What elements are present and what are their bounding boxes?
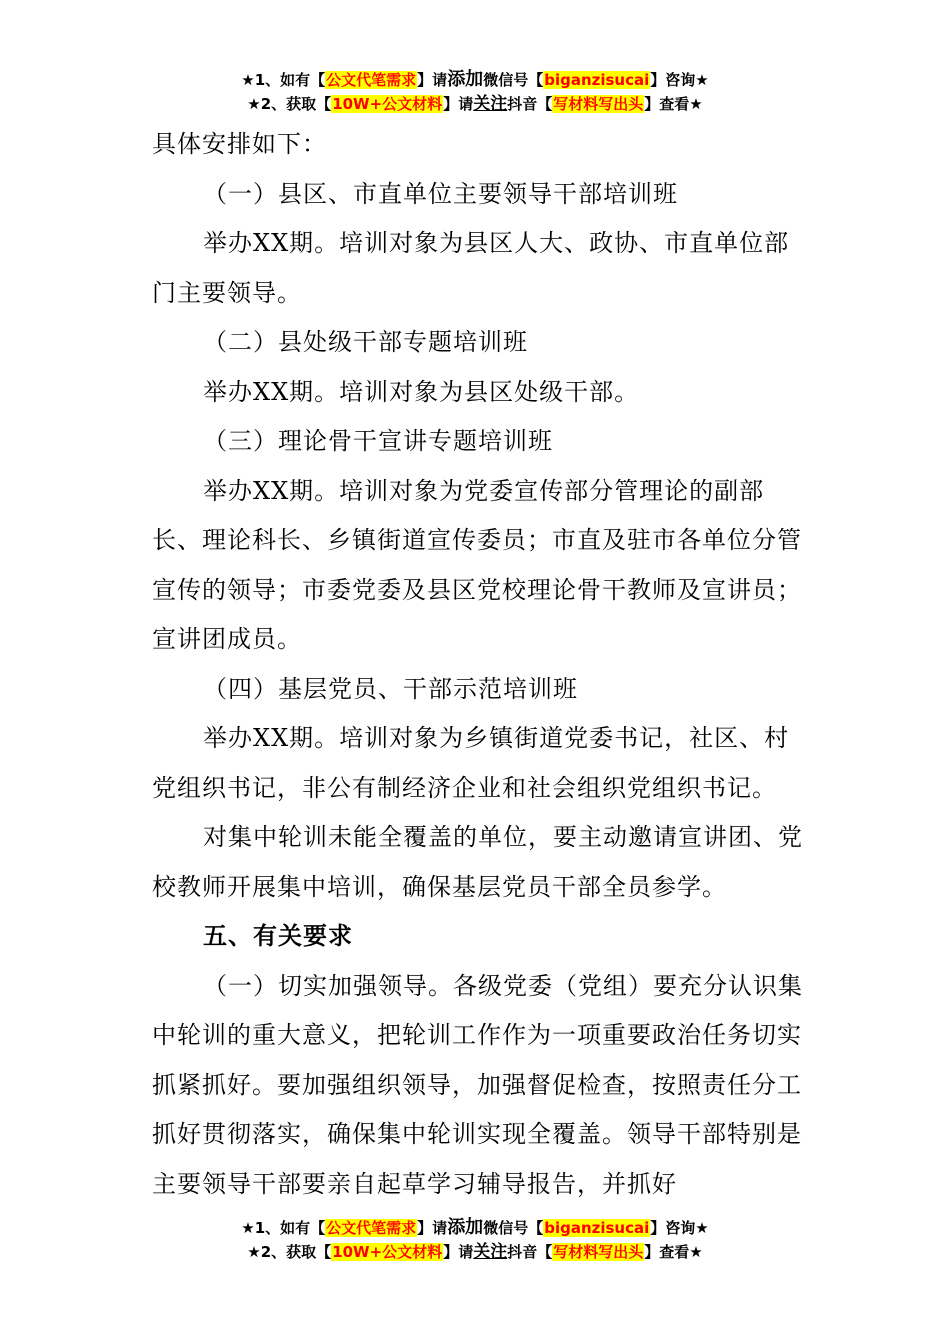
subheading: （四）基层党员、干部示范培训班 <box>203 674 578 703</box>
banner-highlight: 公文代笔需求 <box>326 71 417 89</box>
banner-text: 抖音【 <box>507 1243 553 1261</box>
banner-emphasis: 添加 <box>447 1217 484 1238</box>
banner-emphasis: 关注 <box>473 94 508 114</box>
banner-text: 微信号【 <box>483 71 544 89</box>
paragraph: 对集中轮训未能全覆盖的单位，要主动邀请宣讲团、党校教师开展集中培训，确保基层党员干部全员参学。 <box>152 823 803 901</box>
banner-line-2 <box>0 92 950 116</box>
banner-highlight: biganzisucai <box>544 71 650 89</box>
banner-text: 抖音【 <box>507 95 553 113</box>
banner-text: 】查看★ <box>644 95 703 113</box>
subheading: （三）理论骨干宣讲专题培训班 <box>203 427 553 455</box>
document-body <box>152 120 812 1209</box>
banner-text: 微信号【 <box>483 1219 544 1237</box>
banner-text: ★1、如有【 <box>241 1219 326 1237</box>
banner-text: ★2、获取【 <box>247 1243 332 1261</box>
banner-text: 】请 <box>417 71 448 89</box>
paragraph: （一）切实加强领导。各级党委（党组）要充分认识集中轮训的重大意义，把轮训工作作为一项重要政治任务切实抓紧抓好。要加强组织领导，加强督促检查，按照责任分工抓好贯彻落实，确保集中轮训实现全覆盖。领导干部特别是主要领导干部要亲自起草学习辅导报告，并抓好 <box>152 971 803 1198</box>
header-banner <box>0 68 950 116</box>
paragraph: 具体安排如下： <box>152 130 327 158</box>
banner-text: 】咨询★ <box>650 1219 709 1237</box>
subheading: （二）县处级干部专题培训班 <box>203 328 528 356</box>
paragraph: 举办XX期。培训对象为党委宣传部分管理论的副部长、理论科长、乡镇街道宣传委员；市直及驻市各单位分管宣传的领导；市委党委及县区党校理论骨干教师及宣讲员；宣讲团成员。 <box>152 476 802 653</box>
banner-text: 】查看★ <box>644 1243 703 1261</box>
banner-text: 】请 <box>443 95 474 113</box>
banner-highlight: 10W+公文材料 <box>332 1243 443 1261</box>
banner-emphasis: 添加 <box>447 69 484 90</box>
footer-banner <box>0 1216 950 1264</box>
subheading: （一）县区、市直单位主要领导干部培训班 <box>203 179 678 208</box>
banner-text: 】请 <box>443 1243 474 1261</box>
banner-highlight: 写材料写出头 <box>553 95 644 113</box>
banner-highlight: 10W+公文材料 <box>332 95 443 113</box>
banner-highlight: biganzisucai <box>544 1219 650 1237</box>
section-heading: 五、有关要求 <box>203 922 353 950</box>
banner-highlight: 公文代笔需求 <box>326 1219 417 1237</box>
paragraph: 举办XX期。培训对象为县区人大、政协、市直单位部门主要领导。 <box>152 229 790 307</box>
banner-text: 】请 <box>417 1219 448 1237</box>
banner-highlight: 写材料写出头 <box>553 1243 644 1261</box>
banner-text: 】咨询★ <box>650 71 709 89</box>
banner-text: ★2、获取【 <box>247 95 332 113</box>
banner-emphasis: 关注 <box>473 1242 508 1262</box>
banner-line-1 <box>0 68 950 92</box>
banner-line-2 <box>0 1240 950 1264</box>
banner-line-1 <box>0 1216 950 1240</box>
paragraph: 举办XX期。培训对象为县区处级干部。 <box>203 377 640 406</box>
paragraph: 举办XX期。培训对象为乡镇街道党委书记，社区、村党组织书记，非公有制经济企业和社会组织党组织书记。 <box>152 724 790 802</box>
banner-text: ★1、如有【 <box>241 71 326 89</box>
